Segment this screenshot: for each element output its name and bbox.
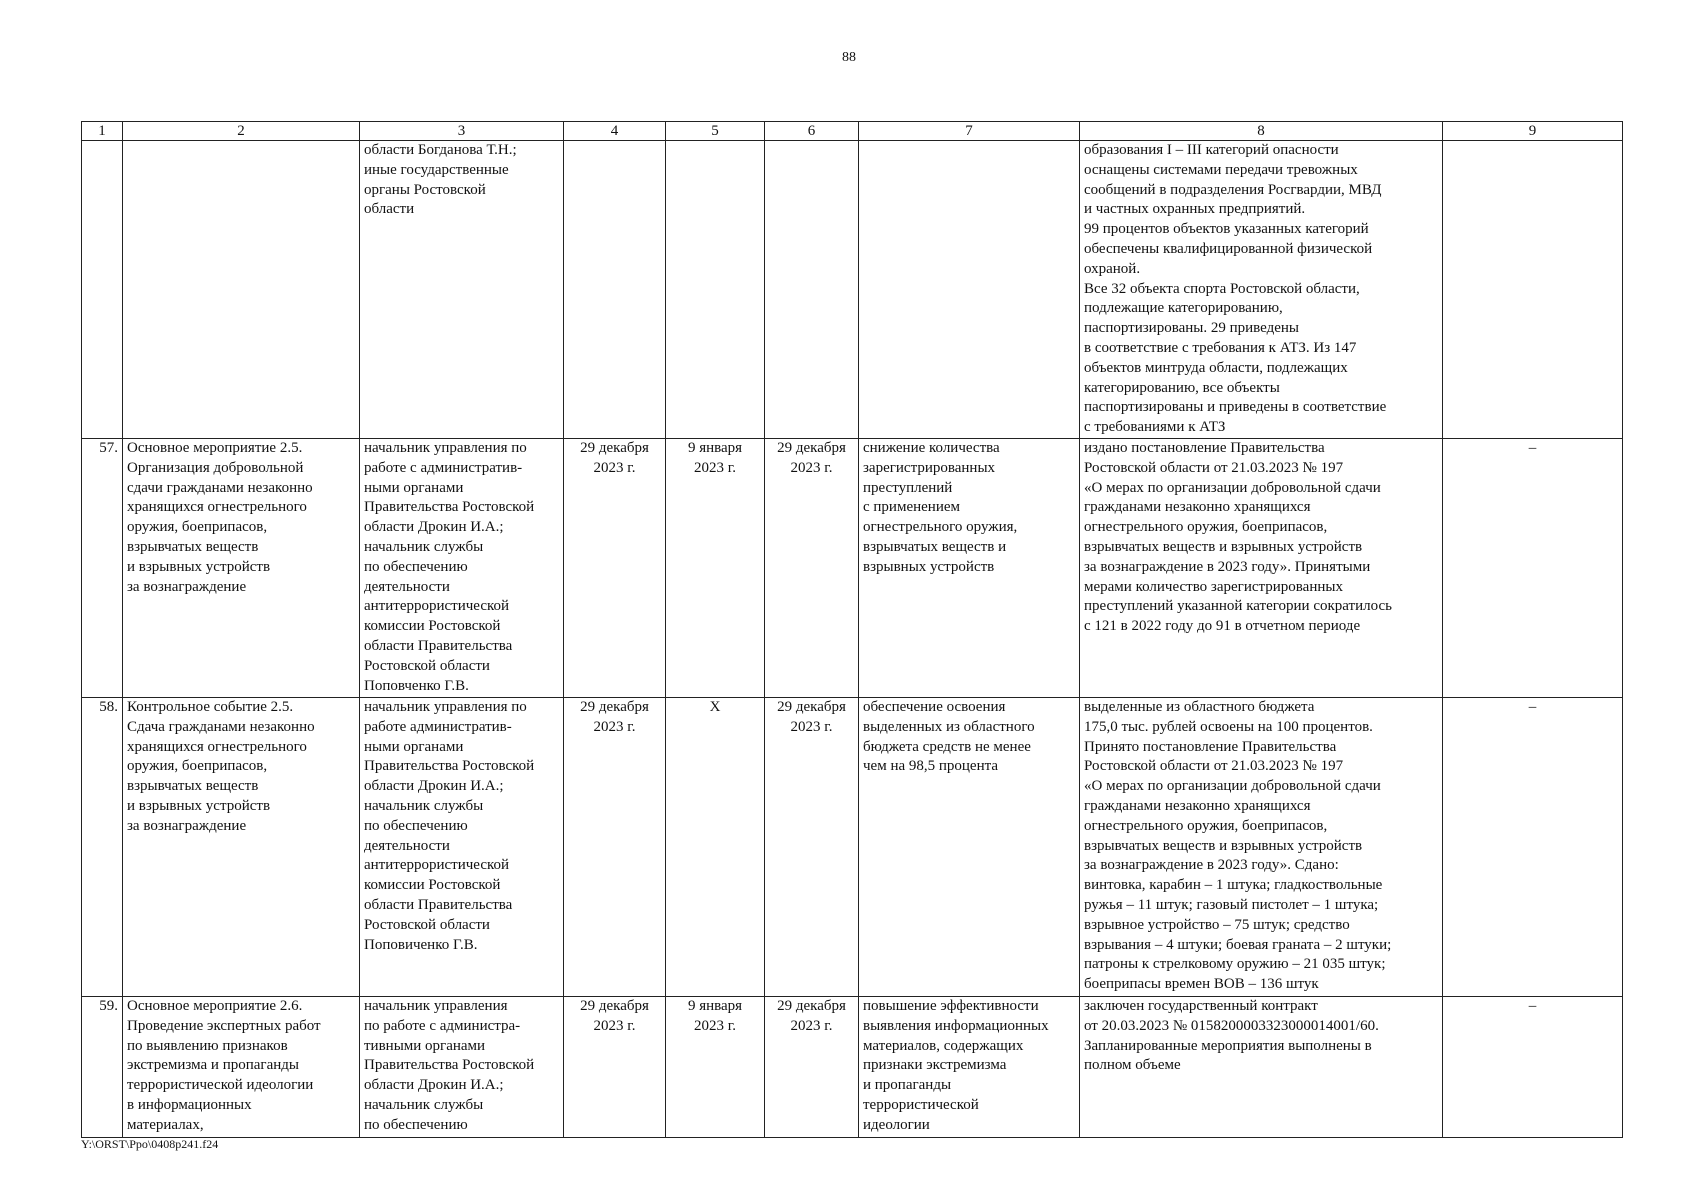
planned-end-date: [564, 141, 666, 439]
column-number-6: 6: [765, 122, 859, 141]
expected-result: обеспечение освоения выделенных из областного бюджета средств не менее чем на 98,5 процента: [859, 698, 1080, 997]
actual-start-date: 9 января 2023 г.: [666, 439, 765, 698]
report-table: [81, 121, 1623, 1138]
column-number-8: 8: [1080, 122, 1443, 141]
note: –: [1443, 997, 1623, 1138]
table-row: [82, 439, 1623, 698]
actual-result: выделенные из областного бюджета 175,0 тыс. рублей освоены на 100 процентов. Принято постановление Правительства Ростовской области от 21.03.2023 № 197 «О мерах по организации добровольной сдачи гражданами незаконно хранящихся огнестрельного оружия, боеприпасов, взрывчатых веществ и взрывных устройств за вознаграждение в 2023 году». Сдано: винтовка, карабин – 1 штука; гладкоствольные ружья – 11 штук; газовый пистолет – 1 штука; взрывное устройство – 75 штук; средство взрывания – 4 штуки; боевая граната – 2 штуки; патроны к стрелковому оружию – 21 035 штук; боеприпасы времен ВОВ – 136 штук: [1080, 698, 1443, 997]
planned-end-date: 29 декабря 2023 г.: [564, 997, 666, 1138]
expected-result: повышение эффективности выявления информационных материалов, содержащих признаки экстремизма и пропаганды террористической идеологии: [859, 997, 1080, 1138]
column-number-7: 7: [859, 122, 1080, 141]
note: –: [1443, 698, 1623, 997]
column-number-9: 9: [1443, 122, 1623, 141]
planned-end-date: 29 декабря 2023 г.: [564, 439, 666, 698]
column-number-4: 4: [564, 122, 666, 141]
note: [1443, 141, 1623, 439]
expected-result: [859, 141, 1080, 439]
planned-end-date: 29 декабря 2023 г.: [564, 698, 666, 997]
actual-start-date: X: [666, 698, 765, 997]
event-name: Контрольное событие 2.5. Сдача гражданами незаконно хранящихся огнестрельного оружия, боеприпасов, взрывчатых веществ и взрывных устройств за вознаграждение: [123, 698, 360, 997]
column-number-3: 3: [360, 122, 564, 141]
column-number-1: 1: [82, 122, 123, 141]
row-number: 58.: [82, 698, 123, 997]
file-path-footer: Y:\ORST\Ppo\0408p241.f24: [81, 1137, 219, 1151]
actual-end-date: 29 декабря 2023 г.: [765, 439, 859, 698]
actual-start-date: [666, 141, 765, 439]
column-numbers-row: [82, 122, 1623, 141]
responsible-executor: начальник управления по работе с административ- ными органами Правительства Ростовской области Дрокин И.А.; начальник службы по обеспечению деятельности антитеррористической комиссии Ростовской области Правительства Ростовской области Поповченко Г.В.: [360, 439, 564, 698]
actual-end-date: 29 декабря 2023 г.: [765, 997, 859, 1138]
actual-end-date: 29 декабря 2023 г.: [765, 698, 859, 997]
table-row: [82, 141, 1623, 439]
note: –: [1443, 439, 1623, 698]
responsible-executor: начальник управления по работе с администра- тивными органами Правительства Ростовской области Дрокин И.А.; начальник службы по обеспечению: [360, 997, 564, 1138]
actual-result: издано постановление Правительства Ростовской области от 21.03.2023 № 197 «О мерах по организации добровольной сдачи гражданами незаконно хранящихся огнестрельного оружия, боеприпасов, взрывчатых веществ и взрывных устройств за вознаграждение в 2023 году». Принятыми мерами количество зарегистрированных преступлений указанной категории сократилось с 121 в 2022 году до 91 в отчетном периоде: [1080, 439, 1443, 698]
row-number: 59.: [82, 997, 123, 1138]
responsible-executor: области Богданова Т.Н.; иные государственные органы Ростовской области: [360, 141, 564, 439]
event-name: Основное мероприятие 2.6. Проведение экспертных работ по выявлению признаков экстремизма и пропаганды террористической идеологии в информационных материалах,: [123, 997, 360, 1138]
column-number-5: 5: [666, 122, 765, 141]
event-name: Основное мероприятие 2.5. Организация добровольной сдачи гражданами незаконно хранящихся огнестрельного оружия, боеприпасов, взрывчатых веществ и взрывных устройств за вознаграждение: [123, 439, 360, 698]
responsible-executor: начальник управления по работе административ- ными органами Правительства Ростовской области Дрокин И.А.; начальник службы по обеспечению деятельности антитеррористической комиссии Ростовской области Правительства Ростовской области Поповиченко Г.В.: [360, 698, 564, 997]
actual-result: образования I – III категорий опасности оснащены системами передачи тревожных сообщений в подразделения Росгвардии, МВД и частных охранных предприятий. 99 процентов объектов указанных категорий обеспечены квалифицированной физической охраной. Все 32 объекта спорта Ростовской области, подлежащие категорированию, паспортизированы. 29 приведены в соответствие с требования к АТЗ. Из 147 объектов минтруда области, подлежащих категорированию, все объекты паспортизированы и приведены в соответствие с требованиями к АТЗ: [1080, 141, 1443, 439]
expected-result: снижение количества зарегистрированных преступлений с применением огнестрельного оружия, взрывчатых веществ и взрывных устройств: [859, 439, 1080, 698]
page-number: 88: [842, 50, 856, 65]
row-number: 57.: [82, 439, 123, 698]
row-number: [82, 141, 123, 439]
actual-end-date: [765, 141, 859, 439]
table-row: [82, 698, 1623, 997]
actual-start-date: 9 января 2023 г.: [666, 997, 765, 1138]
table-row: [82, 997, 1623, 1138]
actual-result: заключен государственный контракт от 20.03.2023 № 0158200003323000014001/60. Запланированные мероприятия выполнены в полном объеме: [1080, 997, 1443, 1138]
column-number-2: 2: [123, 122, 360, 141]
event-name: [123, 141, 360, 439]
